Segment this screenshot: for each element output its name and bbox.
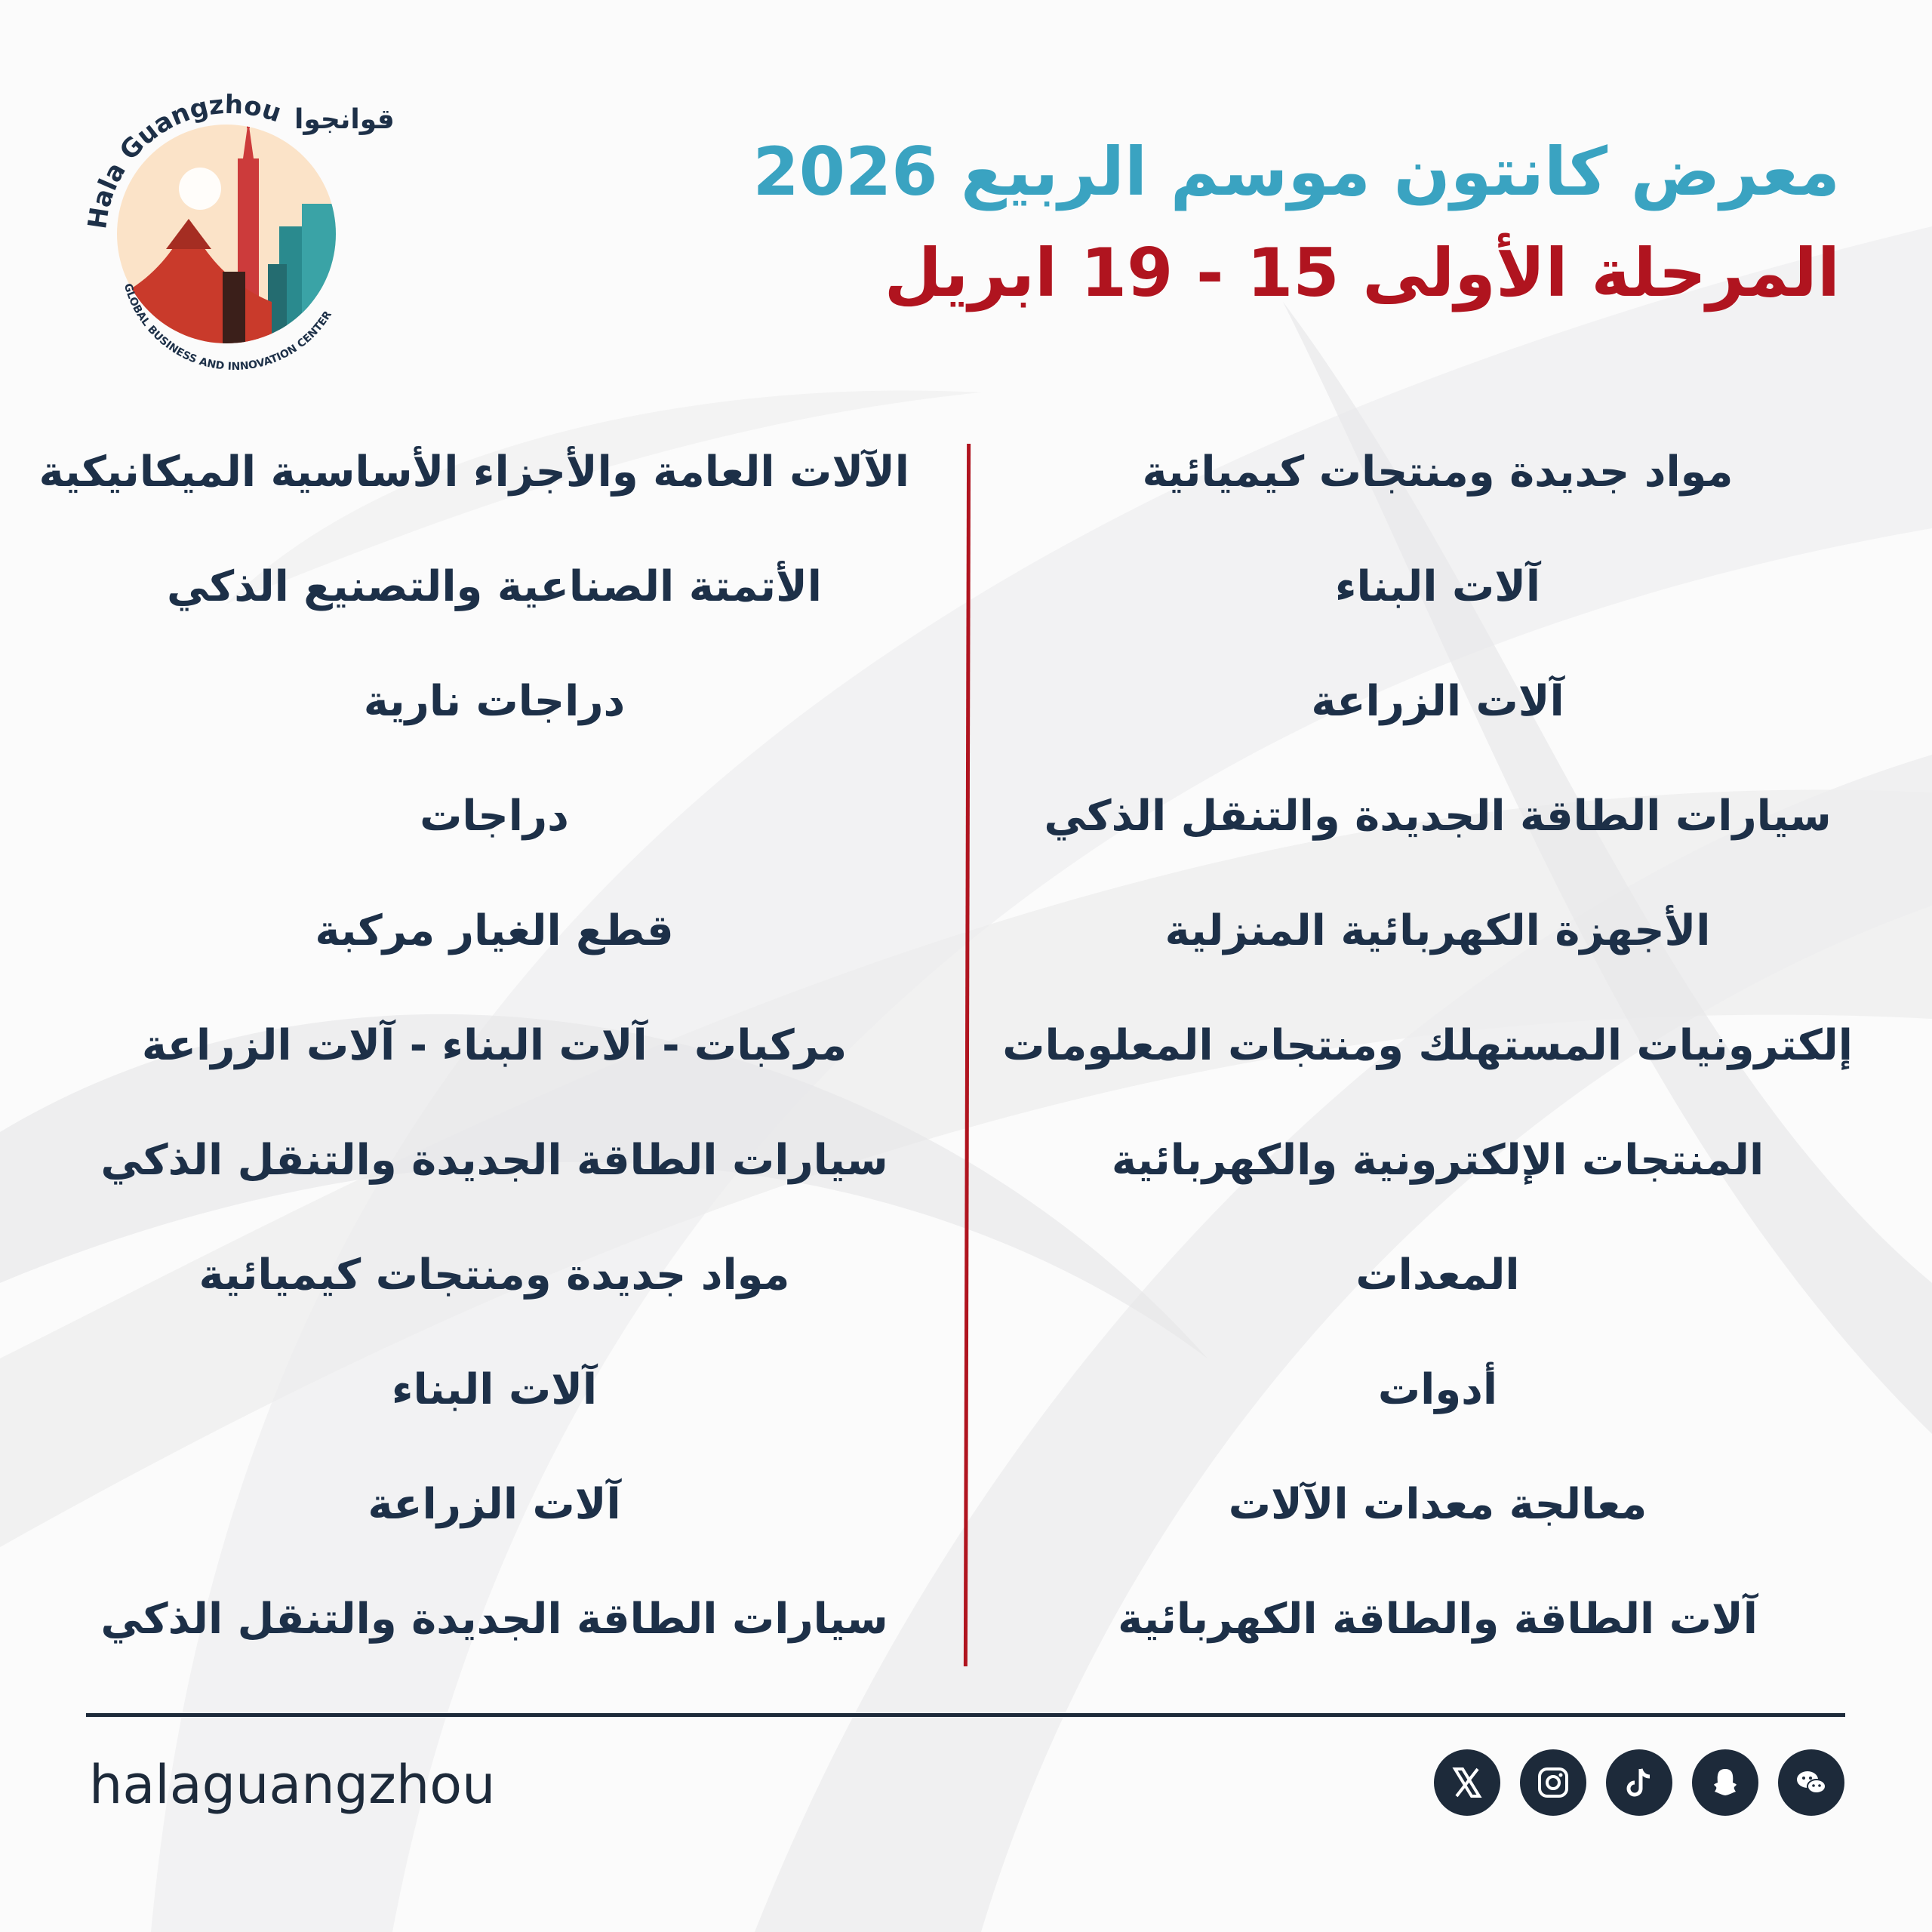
list-item: معالجة معدات الآلات	[1228, 1480, 1647, 1529]
list-item: الأجهزة الكهربائية المنزلية	[1164, 906, 1711, 955]
list-item: آلات الزراعة	[368, 1480, 621, 1529]
x-icon[interactable]	[1434, 1749, 1500, 1816]
list-item: أدوات	[1377, 1365, 1498, 1414]
list-item: سيارات الطاقة الجديدة والتنقل الذكي	[1044, 792, 1832, 841]
list-item: إلكترونيات المستهلك ومنتجات المعلومات	[1002, 1021, 1853, 1070]
tiktok-icon[interactable]	[1606, 1749, 1672, 1816]
list-item: دراجات نارية	[363, 677, 626, 726]
list-item: المعدات	[1355, 1251, 1520, 1300]
list-item: سيارات الطاقة الجديدة والتنقل الذكي	[100, 1595, 888, 1644]
list-item: آلات الزراعة	[1311, 677, 1564, 726]
list-item: قطع الغيار مركبة	[315, 906, 674, 955]
wechat-icon[interactable]	[1778, 1749, 1844, 1816]
hala-guangzhou-logo	[75, 75, 392, 392]
snapchat-icon[interactable]	[1692, 1749, 1758, 1816]
list-item: آلات البناء	[1334, 562, 1541, 611]
header	[708, 127, 1840, 318]
category-list-left	[38, 438, 909, 1700]
instagram-icon[interactable]	[1520, 1749, 1586, 1816]
social-icons	[1434, 1749, 1844, 1816]
list-item: آلات الطاقة والطاقة الكهربائية	[1118, 1595, 1758, 1644]
category-list-right	[1002, 438, 1853, 1700]
list-item: المنتجات الإلكترونية والكهربائية	[1111, 1136, 1764, 1185]
social-handle[interactable]: halaguangzhou	[89, 1754, 496, 1816]
svg-text:Hala Guangzhou: Hala Guangzhou	[82, 89, 285, 231]
list-item: الأتمتة الصناعية والتصنيع الذكي	[167, 562, 822, 611]
list-item: مواد جديدة ومنتجات كيميائية	[1142, 448, 1734, 497]
list-item: الآلات العامة والأجزاء الأساسية الميكانيكية	[38, 448, 909, 497]
list-item: سيارات الطاقة الجديدة والتنقل الذكي	[100, 1136, 888, 1185]
page-title: معرض كانتون موسم الربيع 2026	[752, 133, 1840, 211]
list-item: مواد جديدة ومنتجات كيميائية	[198, 1251, 790, 1300]
svg-text:هلا قوانجوا: قوانجوا	[294, 104, 392, 135]
list-item: دراجات	[420, 792, 569, 841]
svg-text:GLOBAL BUSINESS AND INNOVATION: GLOBAL BUSINESS AND INNOVATION CENTER	[121, 281, 334, 374]
footer-divider	[86, 1713, 1845, 1717]
list-item: مركبات - آلات البناء - آلات الزراعة	[141, 1021, 848, 1070]
phase-dates: المرحلة الأولى 15 - 19 ابريل	[884, 234, 1840, 312]
list-item: آلات البناء	[391, 1365, 598, 1414]
